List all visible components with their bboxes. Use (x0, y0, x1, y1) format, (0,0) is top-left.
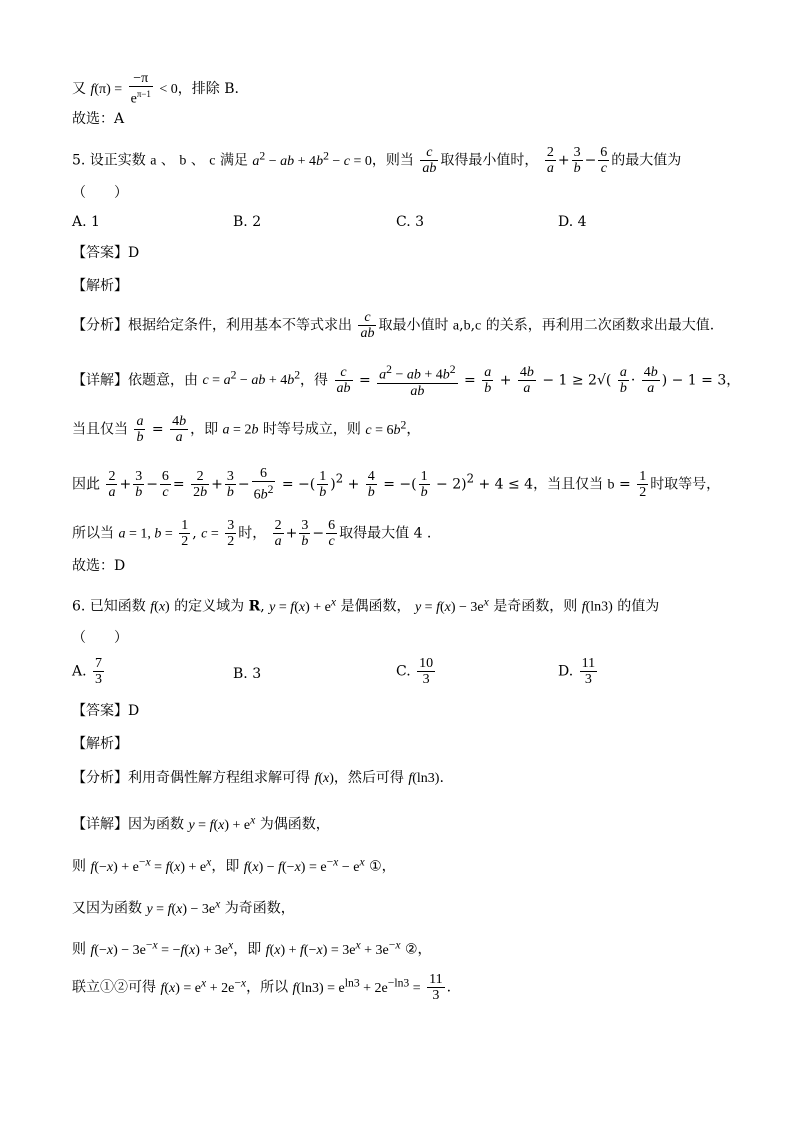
option-a: A. $\frac{7}{3}$ (72, 656, 103, 687)
text-line: 则 $f(-x) - 3e^{-x} = -f(x) + 3e^x$，即 $f(x) + f(-x) = 3e^x + 3e^{-x}$ ②， (72, 938, 432, 958)
text-line: 故选：A (72, 111, 125, 127)
option-d: D. $\frac{11}{3}$ (558, 656, 596, 687)
question-6-stem: 6. 已知函数 f(x) 的定义域为 R, $y = f(x) + e^x$ 是偶函数， $y = f(x) - 3e^x$ 是奇函数，则 f(ln3) 的值为 (72, 595, 660, 615)
option-c: C. $\frac{10}{3}$ (396, 656, 434, 687)
detail-text: 【详解】因为函数 $y = f(x) + e^x$ 为偶函数， (72, 813, 330, 833)
text-line: 又因为函数 $y = f(x) - 3e^x$ 为奇函数， (72, 897, 295, 917)
text-line: 当且仅当 $\frac{a}{b}$ = $\frac{4b}{a}$ ，即 a = 2b 时等号成立，则 $c = 6b^2$， (72, 414, 421, 445)
text-line: 则 $f(-x) + e^{-x} = f(x) + e^x$，即 $f(x) - f(-x) = e^{-x} - e^x$ ①， (72, 855, 396, 875)
option-a: A. 1 (72, 214, 100, 230)
text-line: 故选：D (72, 558, 126, 574)
text-line: 又 f(π) = $\frac{-\pi}{e^{\pi-1}}$ < 0，排除 B. (72, 71, 239, 107)
answer-label: 【答案】D (72, 245, 140, 261)
option-c: C. 3 (396, 214, 425, 230)
analysis-text: 【分析】利用奇偶性解方程组求解可得 f(x)，然后可得 f(ln3). (72, 770, 444, 786)
option-b: B. 2 (233, 214, 262, 230)
text-line: 因此 $\frac{2}{a}$ + $\frac{3}{b}$ − $\frac{6}{c}$ = $\frac{2}{2b}$ + $\frac{3}{b}$ − $\frac{6}{6b^2}$ = −( $\frac{1}{b}$ )$^2$ + $\frac{4}{b}$ = −( $\frac{1}{b}$ − 2)$^2$ + 4 ≤ 4，当且仅当 b = $\frac{1}{2}$ 时取等号， (72, 466, 721, 503)
option-b: B. 3 (233, 666, 262, 682)
analysis-text: 【分析】根据给定条件，利用基本不等式求出 $\frac{c}{ab}$ 取最小值时 a,b,c 的关系，再利用二次函数求出最大值. (72, 310, 715, 341)
text-line: 所以当 a = 1, b = $\frac{1}{2}$ , c = $\frac{3}{2}$ 时， $\frac{2}{a}$ + $\frac{3}{b}$ − $\frac{6}{c}$ 取得最大值 4 . (72, 518, 432, 549)
option-d: D. 4 (558, 214, 587, 230)
detail-text: 【详解】依题意，由 $c = a^2$ − ab + $4b^2$，得 $\frac{c}{ab}$ = $\frac{a^2 - ab + 4b^2}{ab}$ = $\frac{a}{b}$ + $\frac{4b}{a}$ − 1 ≥ 2√( $\frac{a}{b}$ · $\frac{4b}{a}$ ) − 1 = 3， (72, 363, 741, 399)
answer-label: 【答案】D (72, 703, 140, 719)
fraction: $\frac{-\pi}{e^{\pi-1}}$ (130, 71, 151, 107)
analysis-label: 【解析】 (72, 278, 128, 294)
question-5-stem: 5. 设正实数 a 、 b 、 c 满足 $a^2$ − ab + $4b^2 - c = 0$，则当 $\frac{c}{ab}$ 取得最小值时， $\frac{2}{a}$ + $\frac{3}{b}$ − $\frac{6}{c}$ 的最大值为 (72, 145, 682, 176)
text-line: 联立①②可得 $f(x) = e^x + 2e^{-x}$，所以 $f(\ln 3) = e^{ln3} + 2e^{-ln3}$ = $\frac{11}{3}$ . (72, 972, 452, 1003)
analysis-label: 【解析】 (72, 736, 128, 752)
answer-paren: （ ） (72, 185, 128, 201)
answer-paren: （ ） (72, 630, 128, 646)
